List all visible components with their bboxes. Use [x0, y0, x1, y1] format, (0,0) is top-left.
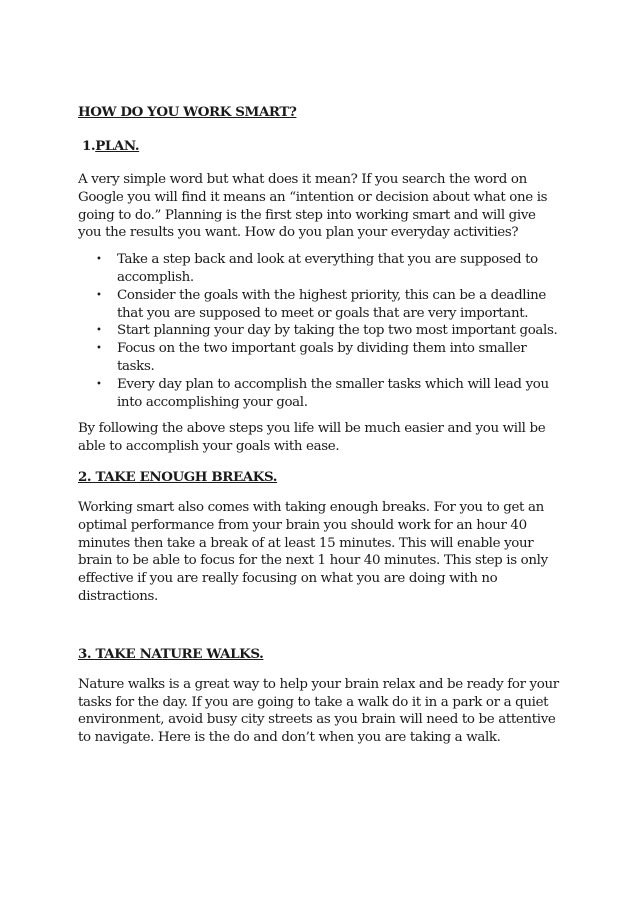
list-item-text: Focus on the two important goals by dividing them into smaller tasks.: [117, 341, 527, 374]
section-2-paragraph: Working smart also comes with taking enough breaks. For you to get an optimal performance from your brain you should work for an hour 40 minutes then take a break of at least 15 minutes. This will enable your brain to be able to focus for the next 1 hour 40 minutes. This step is only effective if you are really focusing on what you are doing with no distractions.: [78, 499, 548, 604]
list-item: [78, 322, 562, 340]
bullet-icon: •: [96, 289, 102, 301]
section-1-paragraph: A very simple word but what does it mean? If you search the word on Google you will find it means an “intention or decision about what one is going to do.” Planning is the first step into working smart and will give you the results you want. How do you plan your everyday activities?: [78, 172, 548, 241]
document-page: [78, 104, 562, 747]
list-item-text: Consider the goals with the highest priority, this can be a deadline that you are supposed to meet or goals that are very important.: [117, 287, 547, 321]
list-item: [78, 376, 562, 412]
section-3-number: 3.: [78, 645, 96, 662]
section-1-closing: By following the above steps you life will be much easier and you will be able to accomplish your goals with ease.: [78, 421, 546, 455]
list-item-text: Take a step back and look at everything that you are supposed to accomplish.: [117, 252, 538, 285]
list-item: [78, 251, 562, 287]
section-2-title: TAKE ENOUGH BREAKS.: [95, 468, 278, 485]
bullet-icon: •: [96, 325, 102, 337]
list-item-text: Start planning your day by taking the top two most important goals.: [117, 323, 558, 339]
section-1-number: 1.: [82, 138, 96, 154]
section-1-title: PLAN.: [95, 138, 140, 154]
bullet-icon: •: [96, 254, 102, 266]
list-item: [78, 287, 562, 323]
list-item-text: Every day plan to accomplish the smaller tasks which will lead you into accomplishing your goal.: [117, 376, 549, 410]
section-3-title: TAKE NATURE WALKS.: [95, 645, 264, 662]
section-2-heading: [78, 469, 562, 485]
section-3-paragraph: Nature walks is a great way to help your brain relax and be ready for your tasks for the day. If you are going to take a walk do it in a park or a quiet environment, avoid busy city streets as you brain will need to be attentive to navigate. Here is the do and don’t when you are taking a walk.: [78, 676, 559, 746]
bullet-icon: •: [96, 378, 102, 390]
document-title: HOW DO YOU WORK SMART?: [78, 104, 297, 120]
section-3-heading: [78, 646, 562, 662]
bullet-icon: •: [96, 343, 102, 355]
section-2-number: 2.: [78, 468, 96, 485]
list-item: [78, 340, 562, 376]
section-1-heading: [78, 138, 562, 154]
plan-steps-list: [78, 251, 562, 411]
